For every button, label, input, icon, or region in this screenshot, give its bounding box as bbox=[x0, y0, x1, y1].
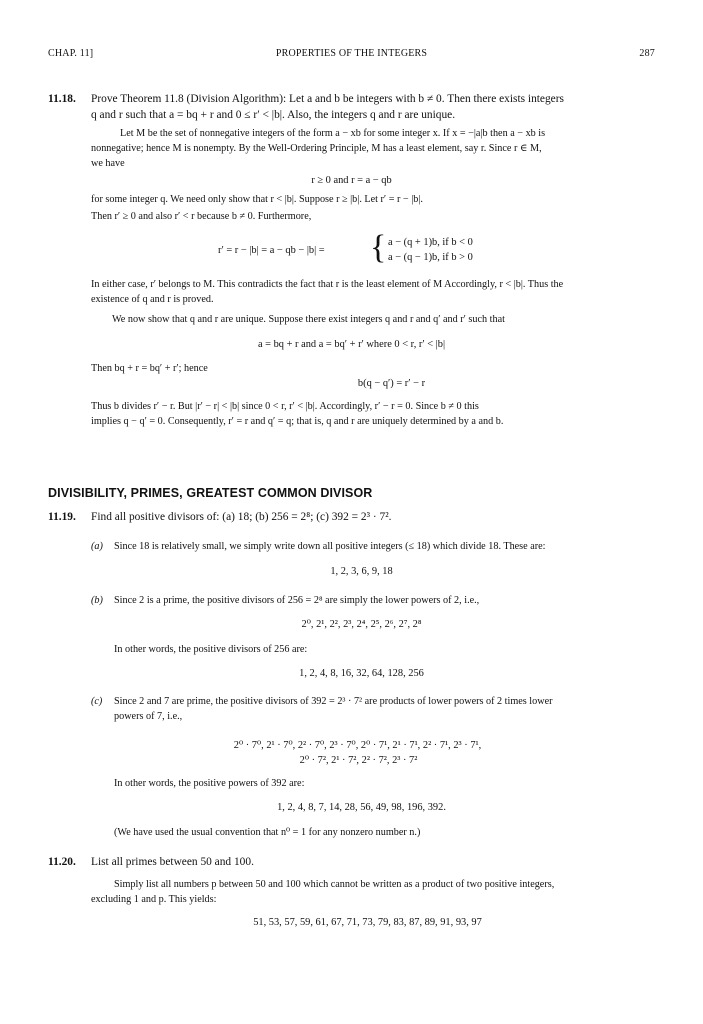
proof-line: we have bbox=[91, 158, 125, 169]
part-text: Since 2 is a prime, the positive divisors of 256 = 2⁸ are simply the lower powers of 2, i.e., bbox=[114, 595, 480, 606]
proof-line: Then r′ ≥ 0 and also r′ < r because b ≠ 0. Furthermore, bbox=[91, 211, 312, 222]
proof-line: Thus b divides r′ − r. But |r′ − r| < |b| since 0 < r, r′ < |b|. Accordingly, r′ − r = 0. Since b ≠ 0 this bbox=[91, 401, 479, 412]
problem-number: 11.18. bbox=[48, 93, 76, 105]
answer-text: excluding 1 and p. This yields: bbox=[91, 894, 217, 905]
equation: a = bq + r and a = bq′ + r′ where 0 < r, r′ < |b| bbox=[257, 339, 446, 350]
power-product-row: 2⁰ · 7², 2¹ · 7², 2² · 7², 2³ · 7² bbox=[299, 755, 418, 766]
proof-line: We now show that q and r are unique. Suppose there exist integers q and r and q′ and r′ such that bbox=[112, 314, 505, 325]
number-list: 51, 53, 57, 59, 61, 67, 71, 73, 79, 83, 87, 89, 91, 93, 97 bbox=[253, 917, 482, 928]
running-title: PROPERTIES OF THE INTEGERS bbox=[275, 48, 428, 59]
proof-line: nonnegative; hence M is nonempty. By the Well-Ordering Principle, M has a least element, say r. Since r ∈ M, bbox=[91, 143, 542, 154]
equation-case: a − (q − 1)b, if b > 0 bbox=[388, 252, 473, 263]
power-product-row: 2⁰ · 7⁰, 2¹ · 7⁰, 2² · 7⁰, 2³ · 7⁰, 2⁰ · 7¹, 2¹ · 7¹, 2² · 7¹, 2³ · 7¹, bbox=[233, 740, 482, 751]
proof-line: implies q − q′ = 0. Consequently, r′ = r and q′ = q; that is, q and r are uniquely determined by a and b. bbox=[91, 416, 504, 427]
section-heading: DIVISIBILITY, PRIMES, GREATEST COMMON DIVISOR bbox=[48, 486, 373, 500]
part-text: In other words, the positive divisors of 256 are: bbox=[114, 644, 308, 655]
problem-statement-line: q and r such that a = bq + r and 0 ≤ r′ < |b|. Also, the integers q and r are unique. bbox=[91, 109, 456, 121]
equation: b(q − q′) = r′ − r bbox=[357, 378, 426, 389]
proof-line: In either case, r′ belongs to M. This contradicts the fact that r is the least element of M Accordingly, r < |b|. Thus the bbox=[91, 279, 564, 290]
divisor-list: 1, 2, 4, 8, 7, 14, 28, 56, 49, 98, 196, 392. bbox=[277, 802, 446, 813]
equation: r ≥ 0 and r = a − qb bbox=[311, 175, 392, 186]
equation-case: a − (q + 1)b, if b < 0 bbox=[388, 237, 473, 248]
answer-text: Simply list all numbers p between 50 and 100 which cannot be written as a product of two positive integers, bbox=[114, 879, 555, 890]
proof-line: existence of q and r is proved. bbox=[91, 294, 214, 305]
problem-statement: List all primes between 50 and 100. bbox=[91, 856, 254, 868]
chapter-label: CHAP. 11] bbox=[48, 48, 94, 59]
problem-number: 11.20. bbox=[48, 856, 76, 868]
page-number: 287 bbox=[639, 48, 655, 59]
brace-icon: { bbox=[370, 229, 387, 266]
problem-statement: Find all positive divisors of: (a) 18; (b) 256 = 2⁸; (c) 392 = 2³ · 7². bbox=[91, 511, 392, 523]
proof-line: Then bq + r = bq′ + r′; hence bbox=[91, 363, 208, 374]
divisor-list: 1, 2, 4, 8, 16, 32, 64, 128, 256 bbox=[299, 668, 424, 679]
note: (We have used the usual convention that n⁰ = 1 for any nonzero number n.) bbox=[114, 827, 421, 838]
problem-statement-line: Prove Theorem 11.8 (Division Algorithm): Let a and b be integers with b ≠ 0. Then there exists integers bbox=[91, 93, 564, 105]
part-text: powers of 7, i.e., bbox=[114, 711, 183, 722]
part-label: (a) bbox=[91, 541, 103, 552]
proof-line: Let M be the set of nonnegative integers of the form a − xb for some integer x. If x = −|a|b then a − xb is bbox=[120, 128, 546, 139]
equation-left: r′ = r − |b| = a − qb − |b| = bbox=[218, 245, 325, 256]
proof-line: for some integer q. We need only show that r < |b|. Suppose r ≥ |b|. Let r′ = r − |b|. bbox=[91, 194, 423, 205]
part-label: (b) bbox=[91, 595, 103, 606]
part-label: (c) bbox=[91, 696, 103, 707]
part-text: In other words, the positive powers of 392 are: bbox=[114, 778, 305, 789]
part-text: Since 2 and 7 are prime, the positive divisors of 392 = 2³ · 7² are products of lower powers of 2 times lower bbox=[114, 696, 553, 707]
part-text: Since 18 is relatively small, we simply write down all positive integers (≤ 18) which divide 18. These are: bbox=[114, 541, 546, 552]
problem-number: 11.19. bbox=[48, 511, 76, 523]
divisor-list: 1, 2, 3, 6, 9, 18 bbox=[330, 566, 393, 577]
power-list: 2⁰, 2¹, 2², 2³, 2⁴, 2⁵, 2⁶, 2⁷, 2⁸ bbox=[301, 619, 422, 630]
